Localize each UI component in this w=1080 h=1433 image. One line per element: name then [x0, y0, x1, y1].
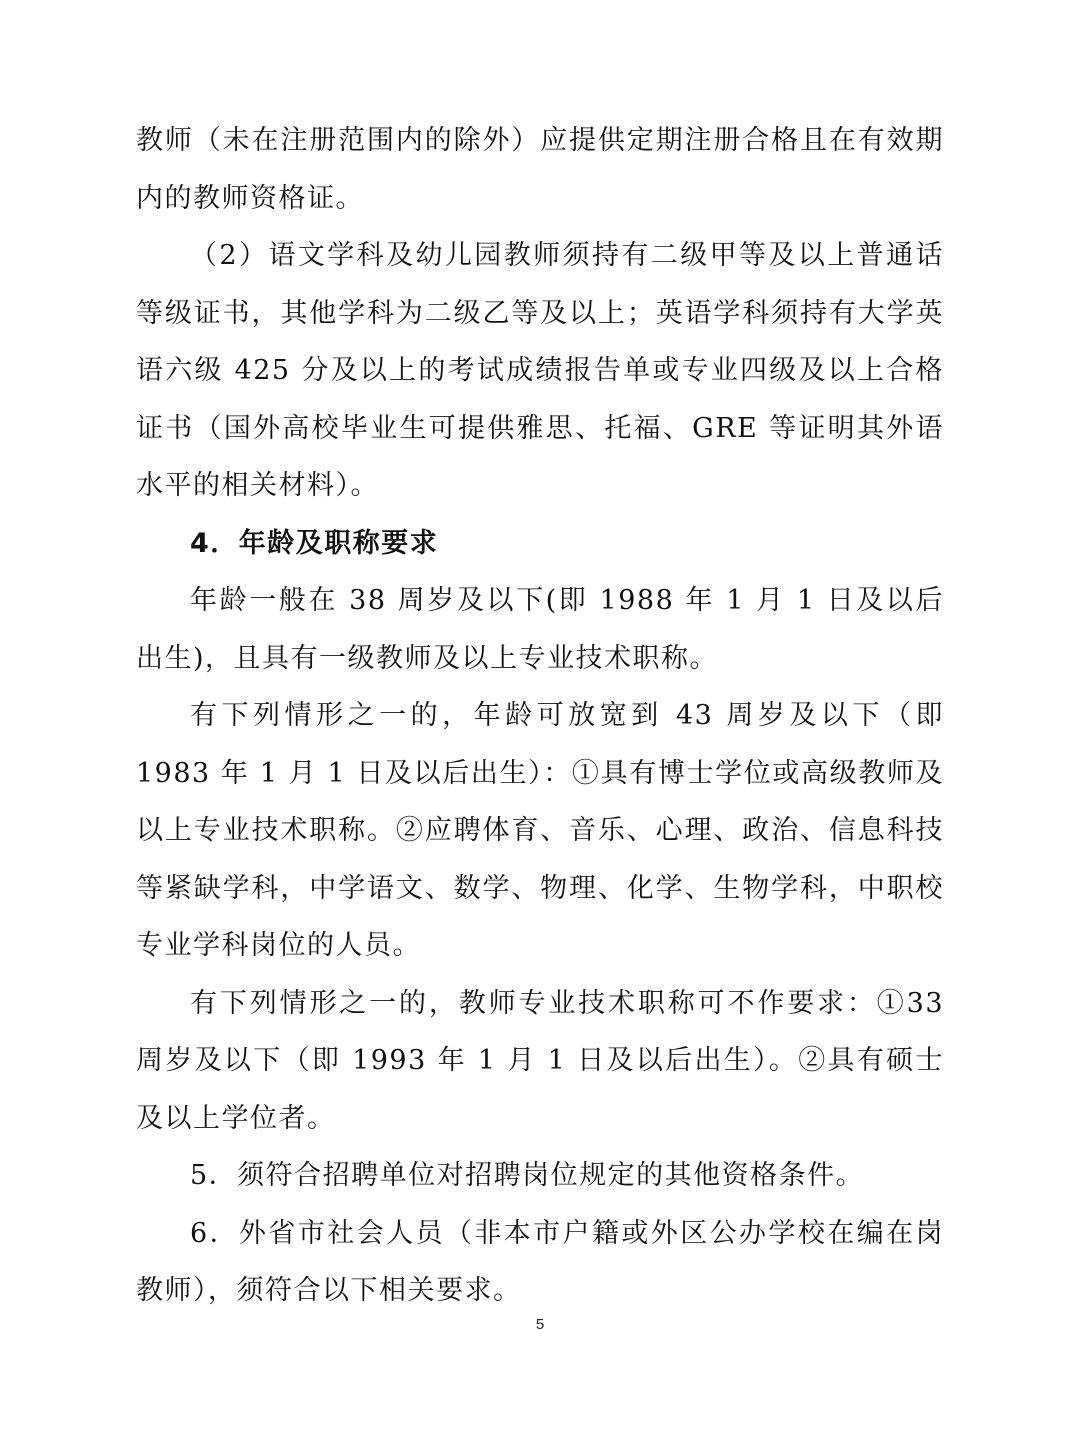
- page-number: 5: [535, 1316, 545, 1333]
- paragraph-age-general: 年龄一般在 38 周岁及以下(即 1988 年 1 月 1 日及以后出生)，且具有一级教师及以上专业技术职称。: [136, 585, 944, 674]
- document-body: [136, 112, 944, 1320]
- paragraph-other-conditions: 5．须符合招聘单位对招聘岗位规定的其他资格条件。: [190, 1160, 865, 1191]
- paragraph-age-relaxation: 有下列情形之一的，年龄可放宽到 43 周岁及以下（即 1983 年 1 月 1 日及以后出生）：①具有博士学位或高级教师及以上专业技术职称。②应聘体育、音乐、心理、政治、信息科技等紧缺学科，中学语文、数学、物理、化学、生物学科，中职校专业学科岗位的人员。: [136, 700, 944, 961]
- paragraph-teacher-certificate: 教师（未在注册范围内的除外）应提供定期注册合格且在有效期内的教师资格证。: [136, 125, 944, 214]
- section-heading-age-title: 4．年龄及职称要求: [190, 527, 439, 559]
- paragraph-out-of-town-applicants: 6．外省市社会人员（非本市户籍或外区公办学校在编在岗教师），须符合以下相关要求。: [136, 1217, 944, 1306]
- paragraph-mandarin-english-requirements: （2）语文学科及幼儿园教师须持有二级甲等及以上普通话等级证书，其他学科为二级乙等及以上；英语学科须持有大学英语六级 425 分及以上的考试成绩报告单或专业四级及以上合格证书（国外高校毕业生可提供雅思、托福、GRE 等证明其外语水平的相关材料）。: [136, 240, 944, 501]
- paragraph-title-waiver: 有下列情形之一的，教师专业技术职称可不作要求：①33 周岁及以下（即 1993 年 1 月 1 日及以后出生）。②具有硕士及以上学位者。: [136, 987, 944, 1134]
